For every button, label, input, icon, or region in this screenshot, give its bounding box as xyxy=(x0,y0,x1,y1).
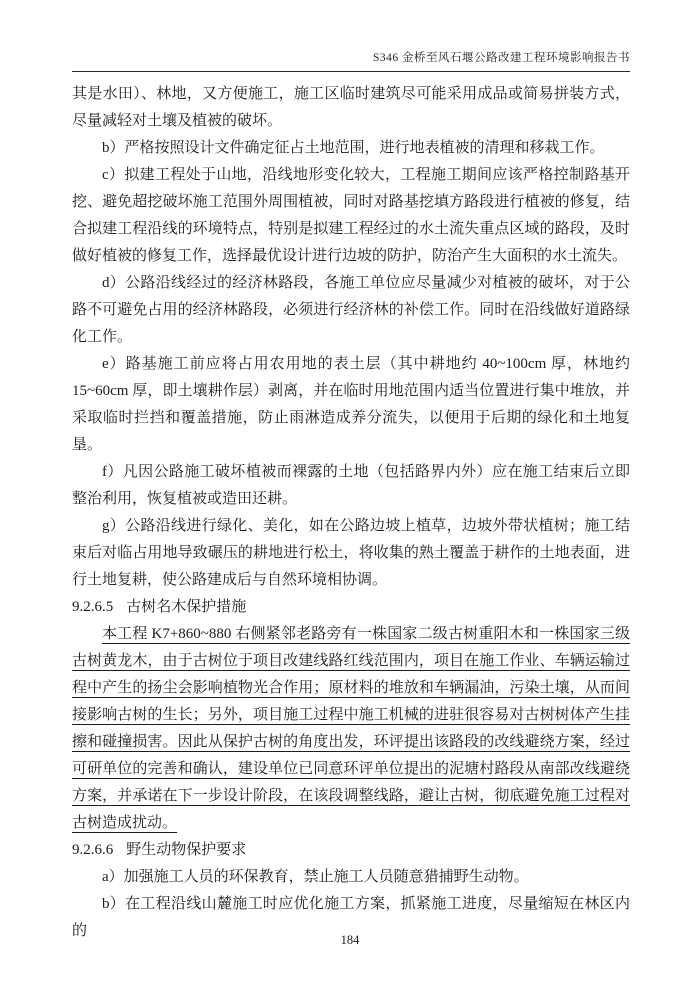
list-item-a-wildlife: a）加强施工人员的环保教育，禁止施工人员随意猎捕野生动物。 xyxy=(102,869,529,885)
document-body xyxy=(72,81,630,945)
list-item-b: b）严格按照设计文件确定征占土地范围，进行地表植被的清理和移栽工作。 xyxy=(102,140,605,156)
list-item-g: g）公路沿线进行绿化、美化，如在公路边坡上植草，边坡外带状植树；施工结束后对临占用地导致碾压的耕地进行松土，将收集的熟土覆盖于耕作的土地表面，进行土地复耕，使公路建成后与自然环境相协调。 xyxy=(72,518,630,588)
section-heading-9-2-6-6 xyxy=(72,837,630,864)
page-number: 184 xyxy=(340,933,360,947)
list-item-b-wildlife: b）在工程沿线山麓施工时应优化施工方案，抓紧施工进度，尽量缩短在林区内的 xyxy=(72,896,630,939)
list-item-f: f）凡因公路施工破坏植被而裸露的土地（包括路界内外）应在施工结束后立即整治利用，恢复植被或造田还耕。 xyxy=(72,464,630,507)
list-item-c: c）拟建工程处于山地，沿线地形变化较大，工程施工期间应该严格控制路基开挖、避免超挖破坏施工范围外周围植被，同时对路基挖填方路段进行植被的修复，结合拟建工程沿线的环境特点，特别是拟建工程经过的水土流失重点区域的路段，及时做好植被的修复工作，选择最优设计进行边坡的防护，防治产生大面积的水土流失。 xyxy=(72,167,630,264)
section-heading-9-2-6-5 xyxy=(72,594,630,621)
section-number: 9.2.6.6 xyxy=(72,842,114,858)
list-item-d: d）公路沿线经过的经济林路段，各施工单位应尽量减少对植被的破坏，对于公路不可避免占用的经济林路段，必须进行经济林的补偿工作。同时在沿线做好道路绿化工作。 xyxy=(72,275,630,345)
paragraph-continuation: 其是水田）、林地，又方便施工，施工区临时建筑尽可能采用成品或简易拼装方式，尽量减轻对土壤及植被的破坏。 xyxy=(72,86,630,129)
report-header-title: S346 金桥至风石堰公路改建工程环境影响报告书 xyxy=(372,52,630,64)
underlined-paragraph-ancient-trees: 本工程 K7+860~880 右侧紧邻老路旁有一株国家二级古树重阳木和一株国家三级古树黄龙木，由于古树位于项目改建线路红线范围内，项目在施工作业、车辆运输过程中产生的扬尘会影响植物光合作用；原材料的堆放和车辆漏油，污染土壤，从而间接影响古树的生长；另外，项目施工过程中施工机械的进驻很容易对古树树体产生挂擦和碰撞损害。因此从保护古树的角度出发，环评提出该路段的改线避绕方案，经过可研单位的完善和确认，建设单位已同意环评单位提出的泥塘村路段从南部改线避绕方案，并承诺在下一步设计阶段，在该段调整线路，避让古树，彻底避免施工过程对古树造成扰动。 xyxy=(72,626,630,831)
header-rule xyxy=(72,71,630,72)
section-title: 古树名木保护措施 xyxy=(126,599,247,615)
section-number: 9.2.6.5 xyxy=(72,599,114,615)
section-title: 野生动物保护要求 xyxy=(126,842,247,858)
list-item-e: e）路基施工前应将占用农用地的表土层（其中耕地约 40~100cm 厚，林地约15~60cm 厚，即土壤耕作层）剥离，并在临时用地范围内适当位置进行集中堆放，并采取临时拦挡和覆盖措施，防止雨淋造成养分流失，以便用于后期的绿化和土地复垦。 xyxy=(72,356,630,453)
